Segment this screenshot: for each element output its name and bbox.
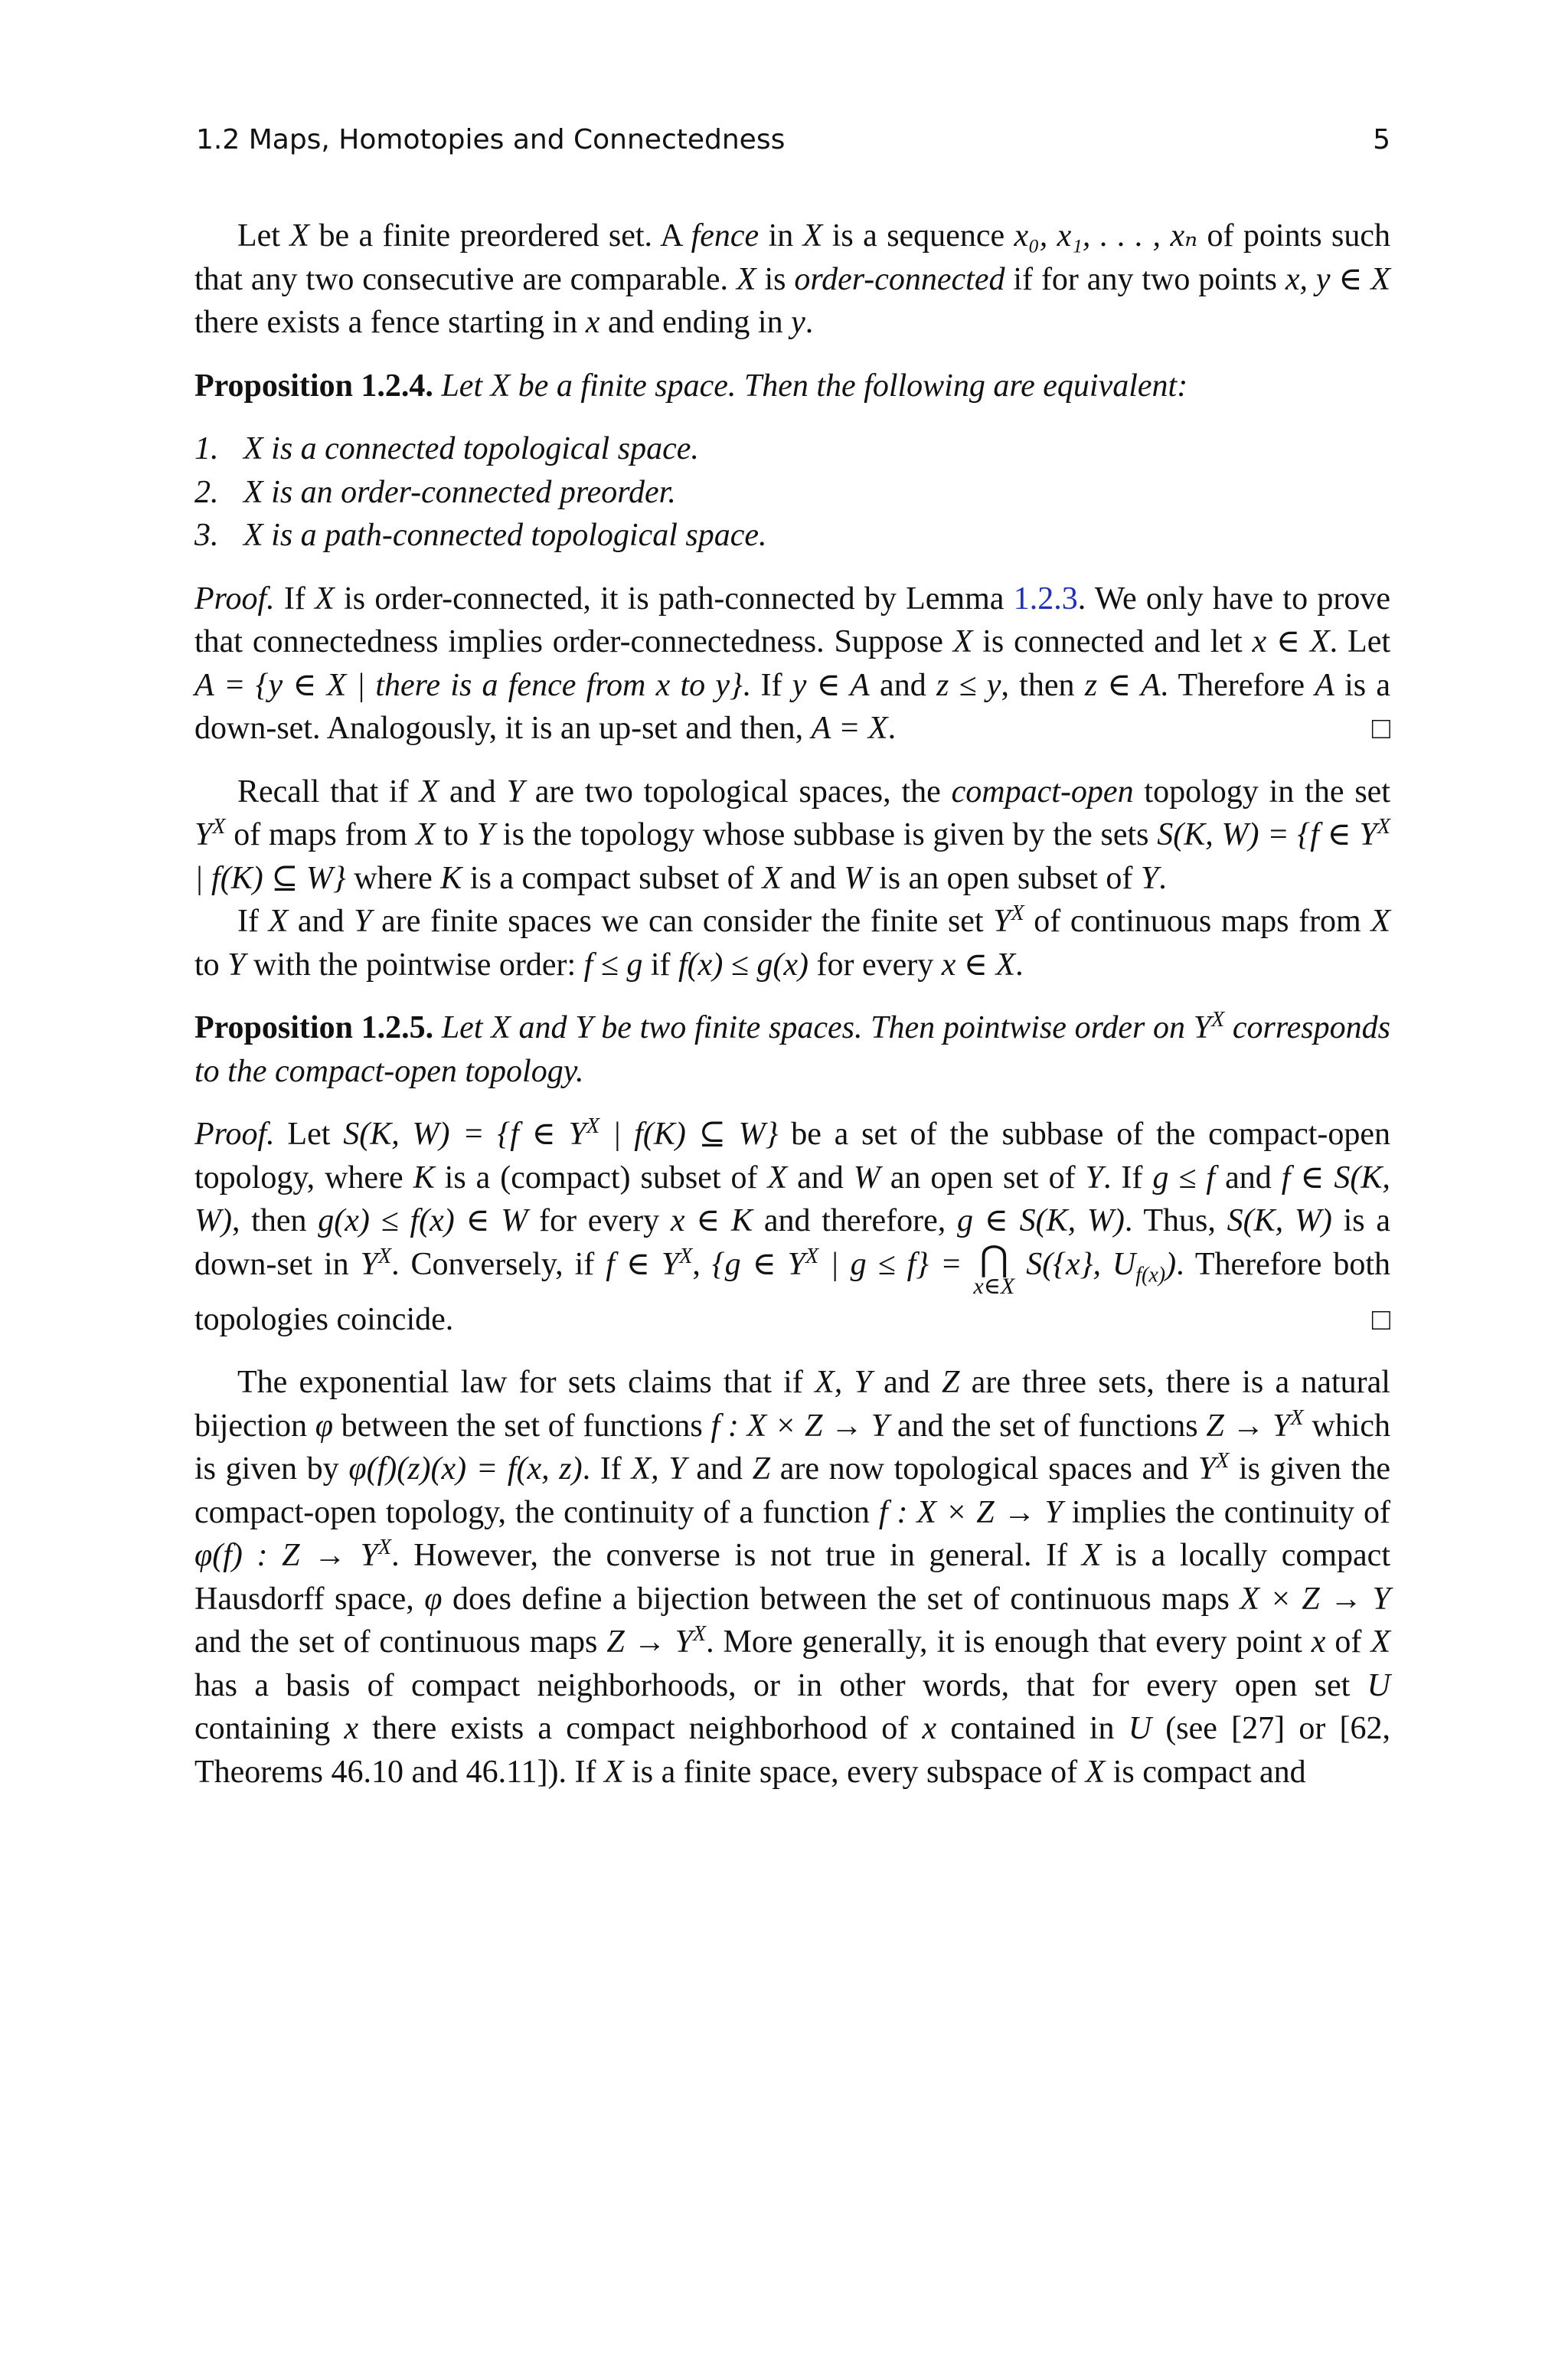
paragraph-pointwise-order: If X and Y are finite spaces we can consider the finite set $Y^X$ of continuous maps from X to Y with the pointwise order: f ≤ g if f(x) ≤ g(x) for every x ∈ X. (194, 901, 1390, 983)
paragraph-fence-definition: Let X be a finite preordered set. A fence in X is a sequence x₀, x₁, . . . , xₙ of points such that any two consecutive are comparable. X is order-connected if for any two points x, y ∈ X there exists a fence starting in x and ending in y. (194, 218, 1391, 340)
term-compact-open: compact-open (951, 774, 1134, 810)
proof-1-2-4: Proof. If X is order-connected, it is path-connected by Lemma 1.2.3. We only have to prove that connectedness implies order-connectedness. Suppose X is connected and let x ∈ X. Let A = {y ∈ X | there is a fence from x to y}. If y ∈ A and z ≤ y, then z ∈ A. Therefore A is a down-set. Analogously, it is an up-set and then, A = X. □ (194, 577, 1390, 751)
page-body (194, 214, 1390, 1794)
qed-symbol: □ (1371, 1301, 1390, 1336)
equivalence-list (194, 427, 1390, 558)
section-title: 1.2 Maps, Homotopies and Connectedness (196, 124, 786, 155)
proposition-statement: Let X be a finite space. Then the following are equivalent: (441, 368, 1188, 404)
running-header (196, 124, 1390, 167)
paragraph-compact-open: Recall that if X and Y are two topological spaces, the compact-open topology in the set $Y^X$ of maps from X to Y is the topology whose subbase is given by the sets S(K, W) = {f ∈ $Y^X$ | f(K) ⊆ W} where K is a compact subset of X and W is an open subset of Y. (194, 774, 1391, 896)
proposition-label: Proposition 1.2.4. (194, 368, 433, 404)
paragraph-exponential-law: The exponential law for sets claims that if X, Y and Z are three sets, there is a natural bijection φ between the set of functions f : X × Z → Y and the set of functions $Z \to Y^X$ which is given by φ(f)(z)(x) = f(x, z). If X, Y and Z are now topological spaces and $Y^X$ is given the compact-open topology, the continuity of a function f : X × Z → Y implies the continuity of φ(f) : $Z \to Y^X$. However, the converse is not true in general. If X is a locally compact Hausdorff space, φ does define a bijection between the set of continuous maps X × Z → Y and the set of continuous maps $Z \to Y^X$. More generally, it is enough that every point x of X has a basis of compact neighborhoods, or in other words, that for every open set U containing x there exists a compact neighborhood of x contained in U (see [27] or [62, Theorems 46.10 and 46.11]). If X is a finite space, every subspace of X is compact and (194, 1365, 1391, 1790)
list-item: 1. X is a connected topological space. (194, 431, 699, 466)
proof-label: Proof. (194, 581, 275, 617)
term-order-connected: order-connected (794, 261, 1005, 297)
big-intersection-symbol: ⋂ x∈X (973, 1238, 1015, 1299)
proof-1-2-5: Proof. Let S(K, W) = {f ∈ $Y^X$ | f(K) ⊆ W} be a set of the subbase of the compact-open topology, where K is a (compact) subset of X and W an open set of Y. If g ≤ f and f ∈ S(K, W), then g(x) ≤ f(x) ∈ W for every x ∈ K and therefore, g ∈ S(K, W). Thus, S(K, W) is a down-set in $Y^X$. Conversely, if f ∈ $Y^X$, {g ∈ $Y^X$ | g ≤ f} = ⋂ x∈X S({x}, $U_{f(x)}$). Therefore both topologies coincide. □ (194, 1113, 1390, 1341)
list-item: 2. X is an order-connected preorder. (194, 474, 676, 510)
term-fence: fence (691, 218, 760, 254)
proposition-1-2-4 (194, 365, 1390, 408)
proof-label: Proof. (194, 1117, 275, 1152)
proposition-label: Proposition 1.2.5. (194, 1010, 434, 1045)
qed-symbol: □ (1371, 711, 1390, 745)
proposition-1-2-5: Proposition 1.2.5. Let X and Y be two finite spaces. Then pointwise order on $Y^X$ corresponds to the compact-open topology. (194, 1008, 1391, 1089)
list-item: 3. X is a path-connected topological space. (194, 518, 767, 553)
lemma-reference-link[interactable]: 1.2.3 (1013, 581, 1078, 617)
page-number: 5 (1373, 124, 1390, 155)
